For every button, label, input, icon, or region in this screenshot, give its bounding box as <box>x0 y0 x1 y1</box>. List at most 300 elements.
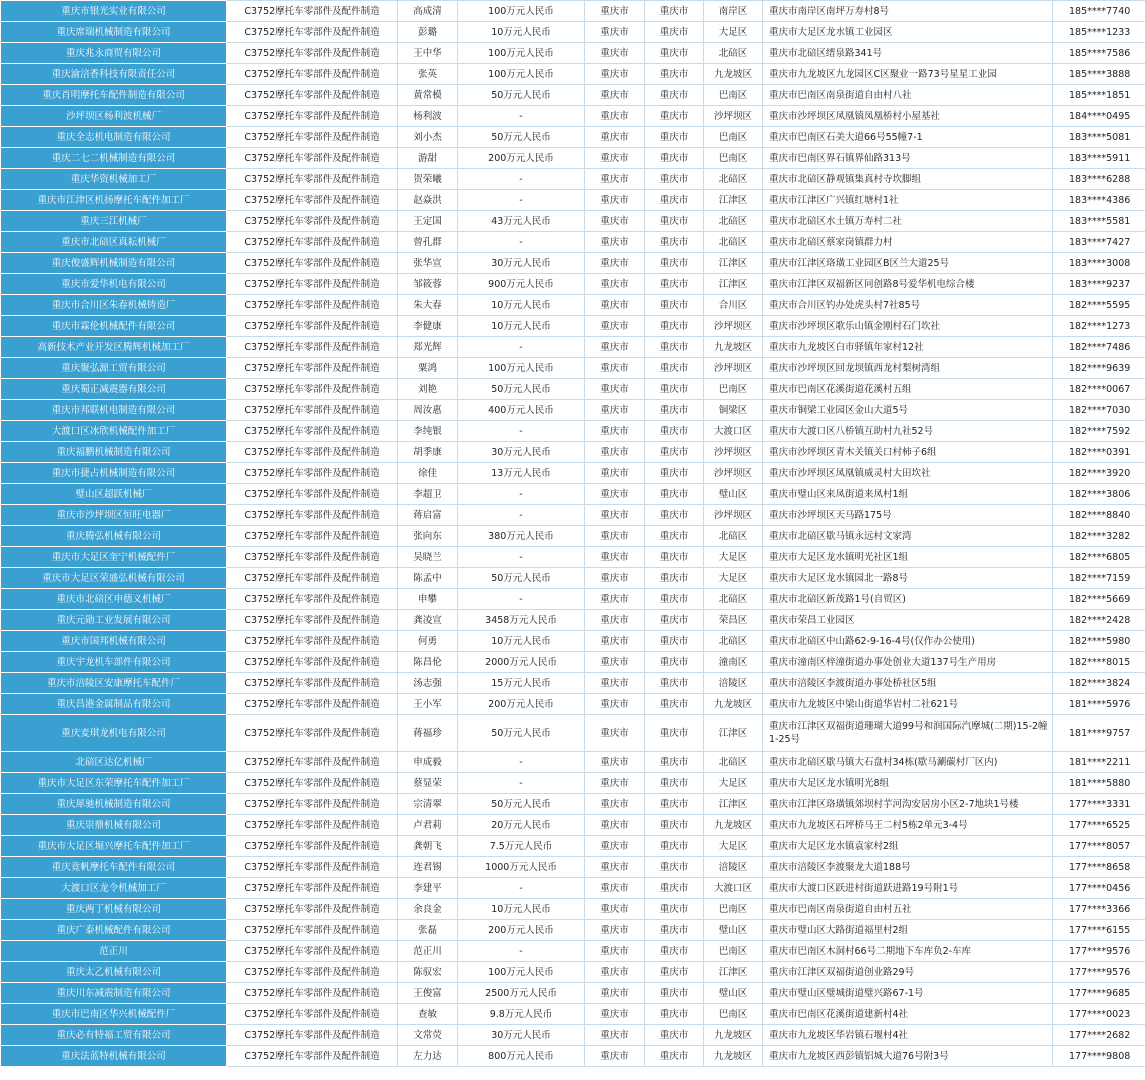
city-cell: 重庆市 <box>645 43 704 64</box>
industry-cell: C3752摩托车零部件及配件制造 <box>227 232 398 253</box>
address-cell: 重庆市沙坪坝区回龙坝镇西龙村梨树湾组 <box>763 358 1053 379</box>
company-name-cell: 重庆市大足区东荣摩托车配件加工厂 <box>1 773 227 794</box>
industry-cell: C3752摩托车零部件及配件制造 <box>227 899 398 920</box>
city-cell: 重庆市 <box>645 631 704 652</box>
city-cell: 重庆市 <box>645 400 704 421</box>
legal-person-cell: 李纯银 <box>398 421 458 442</box>
address-cell: 重庆市江津区双福街道珊瑚大道99号和润国际汽摩城(二期)15-2幢1-25号 <box>763 715 1053 752</box>
district-cell: 江津区 <box>704 794 763 815</box>
city-cell: 重庆市 <box>645 1025 704 1046</box>
table-row <box>1 899 1145 920</box>
table-row <box>1 1025 1145 1046</box>
table-row <box>1 652 1145 673</box>
city-cell: 重庆市 <box>645 857 704 878</box>
legal-person-cell: 吴晓兰 <box>398 547 458 568</box>
city-cell: 重庆市 <box>645 610 704 631</box>
phone-cell: 185****7740 <box>1053 1 1145 22</box>
province-cell: 重庆市 <box>585 85 645 106</box>
legal-person-cell: 汤志强 <box>398 673 458 694</box>
table-row <box>1 169 1145 190</box>
province-cell: 重庆市 <box>585 526 645 547</box>
phone-cell: 183****4386 <box>1053 190 1145 211</box>
company-name-cell: 重庆麦琪龙机电有限公司 <box>1 715 227 752</box>
address-cell: 重庆市巴南区界石镇界仙路313号 <box>763 148 1053 169</box>
city-cell: 重庆市 <box>645 484 704 505</box>
phone-cell: 177****9576 <box>1053 962 1145 983</box>
city-cell: 重庆市 <box>645 1 704 22</box>
industry-cell: C3752摩托车零部件及配件制造 <box>227 505 398 526</box>
phone-cell: 183****5081 <box>1053 127 1145 148</box>
registered-capital-cell: 10万元人民币 <box>458 631 585 652</box>
district-cell: 九龙坡区 <box>704 337 763 358</box>
registered-capital-cell: - <box>458 421 585 442</box>
table-row <box>1 463 1145 484</box>
district-cell: 江津区 <box>704 190 763 211</box>
company-name-cell: 重庆法蓝特机械有限公司 <box>1 1046 227 1067</box>
city-cell: 重庆市 <box>645 983 704 1004</box>
address-cell: 重庆市北碚区缙泉路341号 <box>763 43 1053 64</box>
legal-person-cell: 陈驭宏 <box>398 962 458 983</box>
district-cell: 九龙坡区 <box>704 694 763 715</box>
company-name-cell: 重庆市爱华机电有限公司 <box>1 274 227 295</box>
company-name-cell: 沙坪坝区杨利波机械厂 <box>1 106 227 127</box>
district-cell: 沙坪坝区 <box>704 316 763 337</box>
city-cell: 重庆市 <box>645 652 704 673</box>
city-cell: 重庆市 <box>645 148 704 169</box>
city-cell: 重庆市 <box>645 463 704 484</box>
registered-capital-cell: 30万元人民币 <box>458 442 585 463</box>
address-cell: 重庆市大足区龙水镇工业园区 <box>763 22 1053 43</box>
district-cell: 北碚区 <box>704 169 763 190</box>
district-cell: 大渡口区 <box>704 878 763 899</box>
registered-capital-cell: 50万元人民币 <box>458 715 585 752</box>
address-cell: 重庆市江津区双福新区同创路8号爱华机电综合楼 <box>763 274 1053 295</box>
registered-capital-cell: - <box>458 190 585 211</box>
city-cell: 重庆市 <box>645 715 704 752</box>
registered-capital-cell: 3458万元人民币 <box>458 610 585 631</box>
registered-capital-cell: 30万元人民币 <box>458 1025 585 1046</box>
address-cell: 重庆市璧山区来凤街道来凤村1组 <box>763 484 1053 505</box>
address-cell: 重庆市巴南区花溪街道建新村4社 <box>763 1004 1053 1025</box>
province-cell: 重庆市 <box>585 1025 645 1046</box>
city-cell: 重庆市 <box>645 752 704 773</box>
table-row <box>1 694 1145 715</box>
legal-person-cell: 左力达 <box>398 1046 458 1067</box>
registered-capital-cell: 50万元人民币 <box>458 794 585 815</box>
company-name-cell: 重庆三江机械厂 <box>1 211 227 232</box>
industry-cell: C3752摩托车零部件及配件制造 <box>227 463 398 484</box>
company-name-cell: 重庆广泰机械配件有限公司 <box>1 920 227 941</box>
phone-cell: 181****5976 <box>1053 694 1145 715</box>
company-name-cell: 重庆宇龙机车部件有限公司 <box>1 652 227 673</box>
city-cell: 重庆市 <box>645 526 704 547</box>
industry-cell: C3752摩托车零部件及配件制造 <box>227 962 398 983</box>
registered-capital-cell: 900万元人民币 <box>458 274 585 295</box>
industry-cell: C3752摩托车零部件及配件制造 <box>227 878 398 899</box>
province-cell: 重庆市 <box>585 190 645 211</box>
registered-capital-cell: 13万元人民币 <box>458 463 585 484</box>
district-cell: 巴南区 <box>704 899 763 920</box>
province-cell: 重庆市 <box>585 442 645 463</box>
legal-person-cell: 贺荣曦 <box>398 169 458 190</box>
company-name-cell: 重庆蜀正减震器有限公司 <box>1 379 227 400</box>
address-cell: 重庆市潼南区梓潼街道办事处创业大道137号生产用房 <box>763 652 1053 673</box>
city-cell: 重庆市 <box>645 22 704 43</box>
city-cell: 重庆市 <box>645 442 704 463</box>
address-cell: 重庆市沙坪坝区凤凰镇威灵村大田坎社 <box>763 463 1053 484</box>
legal-person-cell: 蒋启富 <box>398 505 458 526</box>
address-cell: 重庆市九龙坡区中梁山街道华岩村二社621号 <box>763 694 1053 715</box>
table-row <box>1 920 1145 941</box>
district-cell: 九龙坡区 <box>704 815 763 836</box>
industry-cell: C3752摩托车零部件及配件制造 <box>227 211 398 232</box>
company-name-cell: 璧山区超跃机械厂 <box>1 484 227 505</box>
phone-cell: 182****6805 <box>1053 547 1145 568</box>
registered-capital-cell: 200万元人民币 <box>458 694 585 715</box>
company-name-cell: 重庆太乙机械有限公司 <box>1 962 227 983</box>
registered-capital-cell: - <box>458 941 585 962</box>
address-cell: 重庆市沙坪坝区凤凰镇凤凰桥村小屋基社 <box>763 106 1053 127</box>
industry-cell: C3752摩托车零部件及配件制造 <box>227 190 398 211</box>
registered-capital-cell: 7.5万元人民币 <box>458 836 585 857</box>
table-row <box>1 505 1145 526</box>
company-name-cell: 重庆市霖伦机械配件有限公司 <box>1 316 227 337</box>
district-cell: 大足区 <box>704 568 763 589</box>
legal-person-cell: 赵焱洪 <box>398 190 458 211</box>
phone-cell: 177****6155 <box>1053 920 1145 941</box>
table-row <box>1 941 1145 962</box>
district-cell: 巴南区 <box>704 127 763 148</box>
address-cell: 重庆市铜梁工业园区金山大道5号 <box>763 400 1053 421</box>
phone-cell: 177****9576 <box>1053 941 1145 962</box>
address-cell: 重庆市荣昌工业园区 <box>763 610 1053 631</box>
address-cell: 重庆市北碚区歇马镇永远村文家湾 <box>763 526 1053 547</box>
legal-person-cell: 张华宣 <box>398 253 458 274</box>
province-cell: 重庆市 <box>585 652 645 673</box>
phone-cell: 182****7159 <box>1053 568 1145 589</box>
company-name-cell: 重庆福鹏机械制造有限公司 <box>1 442 227 463</box>
legal-person-cell: 陈昌伦 <box>398 652 458 673</box>
registered-capital-cell: 100万元人民币 <box>458 43 585 64</box>
company-name-cell: 重庆市江津区机扬摩托车配件加工厂 <box>1 190 227 211</box>
legal-person-cell: 文常荧 <box>398 1025 458 1046</box>
industry-cell: C3752摩托车零部件及配件制造 <box>227 64 398 85</box>
city-cell: 重庆市 <box>645 547 704 568</box>
address-cell: 重庆市沙坪坝区青木关镇关口村柿子6组 <box>763 442 1053 463</box>
registered-capital-cell: - <box>458 484 585 505</box>
table-row <box>1 547 1145 568</box>
registered-capital-cell: 50万元人民币 <box>458 379 585 400</box>
registered-capital-cell: 9.8万元人民币 <box>458 1004 585 1025</box>
registered-capital-cell: 2500万元人民币 <box>458 983 585 1004</box>
phone-cell: 181****5880 <box>1053 773 1145 794</box>
phone-cell: 185****7586 <box>1053 43 1145 64</box>
company-name-cell: 重庆崇鼎机械有限公司 <box>1 815 227 836</box>
table-row <box>1 43 1145 64</box>
industry-cell: C3752摩托车零部件及配件制造 <box>227 568 398 589</box>
phone-cell: 183****9237 <box>1053 274 1145 295</box>
table-row <box>1 962 1145 983</box>
district-cell: 璧山区 <box>704 983 763 1004</box>
province-cell: 重庆市 <box>585 673 645 694</box>
province-cell: 重庆市 <box>585 941 645 962</box>
company-name-cell: 重庆市沙坪坝区恒旺电器厂 <box>1 505 227 526</box>
city-cell: 重庆市 <box>645 85 704 106</box>
registered-capital-cell: 200万元人民币 <box>458 148 585 169</box>
district-cell: 巴南区 <box>704 941 763 962</box>
province-cell: 重庆市 <box>585 484 645 505</box>
legal-person-cell: 张英 <box>398 64 458 85</box>
company-name-cell: 重庆市国邦机械有限公司 <box>1 631 227 652</box>
legal-person-cell: 王俊富 <box>398 983 458 1004</box>
table-row <box>1 1 1145 22</box>
table-row <box>1 526 1145 547</box>
city-cell: 重庆市 <box>645 920 704 941</box>
address-cell: 重庆市九龙坡区白市驿镇年家村12社 <box>763 337 1053 358</box>
registered-capital-cell: - <box>458 773 585 794</box>
company-name-cell: 重庆市北碚区真耘机械厂 <box>1 232 227 253</box>
legal-person-cell: 陈孟中 <box>398 568 458 589</box>
city-cell: 重庆市 <box>645 106 704 127</box>
legal-person-cell: 邹筱蓉 <box>398 274 458 295</box>
registered-capital-cell: 50万元人民币 <box>458 127 585 148</box>
company-name-cell: 重庆市北碚区申德义机械厂 <box>1 589 227 610</box>
table-row <box>1 274 1145 295</box>
table-row <box>1 673 1145 694</box>
province-cell: 重庆市 <box>585 568 645 589</box>
legal-person-cell: 王定国 <box>398 211 458 232</box>
district-cell: 江津区 <box>704 253 763 274</box>
city-cell: 重庆市 <box>645 878 704 899</box>
table-row <box>1 190 1145 211</box>
registered-capital-cell: 380万元人民币 <box>458 526 585 547</box>
industry-cell: C3752摩托车零部件及配件制造 <box>227 274 398 295</box>
industry-cell: C3752摩托车零部件及配件制造 <box>227 484 398 505</box>
company-name-cell: 重庆俊盛辉机械制造有限公司 <box>1 253 227 274</box>
company-name-cell: 重庆昌港金属制品有限公司 <box>1 694 227 715</box>
industry-cell: C3752摩托车零部件及配件制造 <box>227 442 398 463</box>
company-name-cell: 重庆市大足区堀兴摩托车配件加工厂 <box>1 836 227 857</box>
province-cell: 重庆市 <box>585 857 645 878</box>
industry-cell: C3752摩托车零部件及配件制造 <box>227 1 398 22</box>
address-cell: 重庆市大足区龙水镇明光8组 <box>763 773 1053 794</box>
registered-capital-cell: 43万元人民币 <box>458 211 585 232</box>
company-name-cell: 重庆两丁机械有限公司 <box>1 899 227 920</box>
district-cell: 北碚区 <box>704 43 763 64</box>
registered-capital-cell: - <box>458 752 585 773</box>
city-cell: 重庆市 <box>645 253 704 274</box>
company-name-cell: 重庆华资机械加工厂 <box>1 169 227 190</box>
city-cell: 重庆市 <box>645 505 704 526</box>
registered-capital-cell: - <box>458 337 585 358</box>
company-name-cell: 重庆全志机电制造有限公司 <box>1 127 227 148</box>
industry-cell: C3752摩托车零部件及配件制造 <box>227 920 398 941</box>
registered-capital-cell: 10万元人民币 <box>458 295 585 316</box>
legal-person-cell: 刘艳 <box>398 379 458 400</box>
legal-person-cell: 刘小杰 <box>398 127 458 148</box>
city-cell: 重庆市 <box>645 899 704 920</box>
phone-cell: 182****3282 <box>1053 526 1145 547</box>
industry-cell: C3752摩托车零部件及配件制造 <box>227 1046 398 1067</box>
industry-cell: C3752摩托车零部件及配件制造 <box>227 358 398 379</box>
city-cell: 重庆市 <box>645 794 704 815</box>
address-cell: 重庆市璧山区大路街道福里村2组 <box>763 920 1053 941</box>
industry-cell: C3752摩托车零部件及配件制造 <box>227 941 398 962</box>
legal-person-cell: 张磊 <box>398 920 458 941</box>
company-name-cell: 重庆市银光实业有限公司 <box>1 1 227 22</box>
industry-cell: C3752摩托车零部件及配件制造 <box>227 610 398 631</box>
phone-cell: 181****2211 <box>1053 752 1145 773</box>
registered-capital-cell: 2000万元人民币 <box>458 652 585 673</box>
company-name-cell: 重庆必有特福工贸有限公司 <box>1 1025 227 1046</box>
district-cell: 大渡口区 <box>704 421 763 442</box>
province-cell: 重庆市 <box>585 316 645 337</box>
city-cell: 重庆市 <box>645 232 704 253</box>
registered-capital-cell: 1000万元人民币 <box>458 857 585 878</box>
table-row <box>1 484 1145 505</box>
legal-person-cell: 李建平 <box>398 878 458 899</box>
district-cell: 潼南区 <box>704 652 763 673</box>
district-cell: 九龙坡区 <box>704 1025 763 1046</box>
table-row <box>1 610 1145 631</box>
table-row <box>1 22 1145 43</box>
registered-capital-cell: 10万元人民币 <box>458 22 585 43</box>
company-name-cell: 大渡口区冰欣机械配件加工厂 <box>1 421 227 442</box>
legal-person-cell: 蒋福珍 <box>398 715 458 752</box>
province-cell: 重庆市 <box>585 983 645 1004</box>
company-name-cell: 重庆二七二机械制造有限公司 <box>1 148 227 169</box>
province-cell: 重庆市 <box>585 274 645 295</box>
company-name-cell: 重庆兆永商贸有限公司 <box>1 43 227 64</box>
table-row <box>1 752 1145 773</box>
province-cell: 重庆市 <box>585 836 645 857</box>
company-name-cell: 重庆川东减震制造有限公司 <box>1 983 227 1004</box>
table-row <box>1 568 1145 589</box>
province-cell: 重庆市 <box>585 127 645 148</box>
table-row <box>1 337 1145 358</box>
district-cell: 北碚区 <box>704 211 763 232</box>
phone-cell: 177****6525 <box>1053 815 1145 836</box>
district-cell: 九龙坡区 <box>704 1046 763 1067</box>
company-name-cell: 大渡口区龙令机械加工厂 <box>1 878 227 899</box>
district-cell: 璧山区 <box>704 484 763 505</box>
industry-cell: C3752摩托车零部件及配件制造 <box>227 148 398 169</box>
industry-cell: C3752摩托车零部件及配件制造 <box>227 85 398 106</box>
city-cell: 重庆市 <box>645 169 704 190</box>
industry-cell: C3752摩托车零部件及配件制造 <box>227 547 398 568</box>
industry-cell: C3752摩托车零部件及配件制造 <box>227 421 398 442</box>
address-cell: 重庆市涪陵区李渡聚龙大道188号 <box>763 857 1053 878</box>
industry-cell: C3752摩托车零部件及配件制造 <box>227 22 398 43</box>
district-cell: 北碚区 <box>704 631 763 652</box>
phone-cell: 177****8658 <box>1053 857 1145 878</box>
address-cell: 重庆市大足区龙水镇袁家村2组 <box>763 836 1053 857</box>
phone-cell: 182****1273 <box>1053 316 1145 337</box>
phone-cell: 177****8057 <box>1053 836 1145 857</box>
city-cell: 重庆市 <box>645 358 704 379</box>
registered-capital-cell: - <box>458 169 585 190</box>
registered-capital-cell: - <box>458 106 585 127</box>
legal-person-cell: 周汝惠 <box>398 400 458 421</box>
legal-person-cell: 粟鸿 <box>398 358 458 379</box>
city-cell: 重庆市 <box>645 64 704 85</box>
registered-capital-cell: 50万元人民币 <box>458 85 585 106</box>
phone-cell: 185****3888 <box>1053 64 1145 85</box>
phone-cell: 183****5581 <box>1053 211 1145 232</box>
district-cell: 江津区 <box>704 962 763 983</box>
industry-cell: C3752摩托车零部件及配件制造 <box>227 694 398 715</box>
table-row <box>1 253 1145 274</box>
phone-cell: 184****0495 <box>1053 106 1145 127</box>
industry-cell: C3752摩托车零部件及配件制造 <box>227 673 398 694</box>
district-cell: 大足区 <box>704 836 763 857</box>
province-cell: 重庆市 <box>585 610 645 631</box>
district-cell: 铜梁区 <box>704 400 763 421</box>
company-name-cell: 重庆肖明摩托车配件制造有限公司 <box>1 85 227 106</box>
address-cell: 重庆市九龙坡区西彭镇铝城大道76号附3号 <box>763 1046 1053 1067</box>
legal-person-cell: 曾孔群 <box>398 232 458 253</box>
province-cell: 重庆市 <box>585 878 645 899</box>
industry-cell: C3752摩托车零部件及配件制造 <box>227 589 398 610</box>
city-cell: 重庆市 <box>645 694 704 715</box>
phone-cell: 177****9685 <box>1053 983 1145 1004</box>
table-row <box>1 148 1145 169</box>
phone-cell: 177****0023 <box>1053 1004 1145 1025</box>
industry-cell: C3752摩托车零部件及配件制造 <box>227 316 398 337</box>
phone-cell: 182****3920 <box>1053 463 1145 484</box>
address-cell: 重庆市大足区龙水镇园北一路8号 <box>763 568 1053 589</box>
district-cell: 沙坪坝区 <box>704 442 763 463</box>
company-name-cell: 北碚区达亿机械厂 <box>1 752 227 773</box>
legal-person-cell: 龚凌宣 <box>398 610 458 631</box>
industry-cell: C3752摩托车零部件及配件制造 <box>227 1025 398 1046</box>
industry-cell: C3752摩托车零部件及配件制造 <box>227 106 398 127</box>
district-cell: 荣昌区 <box>704 610 763 631</box>
industry-cell: C3752摩托车零部件及配件制造 <box>227 400 398 421</box>
table-row <box>1 127 1145 148</box>
phone-cell: 182****0391 <box>1053 442 1145 463</box>
phone-cell: 177****3366 <box>1053 899 1145 920</box>
province-cell: 重庆市 <box>585 547 645 568</box>
legal-person-cell: 查敏 <box>398 1004 458 1025</box>
company-name-cell: 重庆聚弘源工贸有限公司 <box>1 358 227 379</box>
company-name-cell: 重庆腾弘机械有限公司 <box>1 526 227 547</box>
company-table-body <box>1 1 1145 1067</box>
province-cell: 重庆市 <box>585 773 645 794</box>
district-cell: 涪陵区 <box>704 857 763 878</box>
city-cell: 重庆市 <box>645 379 704 400</box>
address-cell: 重庆市北碚区新茂路1号(自贸区) <box>763 589 1053 610</box>
address-cell: 重庆市江津区广兴镇红塘村1社 <box>763 190 1053 211</box>
legal-person-cell: 张向东 <box>398 526 458 547</box>
industry-cell: C3752摩托车零部件及配件制造 <box>227 631 398 652</box>
city-cell: 重庆市 <box>645 589 704 610</box>
industry-cell: C3752摩托车零部件及配件制造 <box>227 1004 398 1025</box>
company-name-cell: 重庆元勋工业发展有限公司 <box>1 610 227 631</box>
city-cell: 重庆市 <box>645 421 704 442</box>
table-row <box>1 421 1145 442</box>
legal-person-cell: 卢君莉 <box>398 815 458 836</box>
address-cell: 重庆市巴南区石美大道66号55幢7-1 <box>763 127 1053 148</box>
registered-capital-cell: 30万元人民币 <box>458 253 585 274</box>
industry-cell: C3752摩托车零部件及配件制造 <box>227 794 398 815</box>
province-cell: 重庆市 <box>585 1 645 22</box>
district-cell: 巴南区 <box>704 1004 763 1025</box>
industry-cell: C3752摩托车零部件及配件制造 <box>227 752 398 773</box>
phone-cell: 177****0456 <box>1053 878 1145 899</box>
registered-capital-cell: 20万元人民币 <box>458 815 585 836</box>
district-cell: 沙坪坝区 <box>704 463 763 484</box>
